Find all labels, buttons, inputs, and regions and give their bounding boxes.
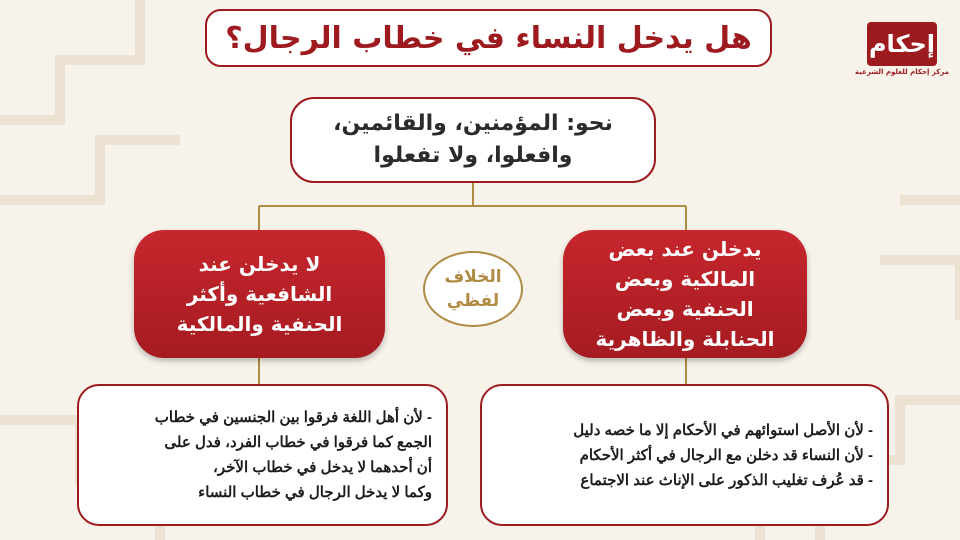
page-title: هل يدخل النساء في خطاب الرجال؟ xyxy=(225,20,752,56)
left-reason-line: وكما لا يدخل الرجال في خطاب النساء xyxy=(198,484,432,501)
question-box xyxy=(290,97,656,183)
right-reasons-box xyxy=(480,384,889,526)
question-line-2: وافعلوا، ولا تفعلوا xyxy=(373,143,573,168)
left-reason-line: الجمع كما فرقوا في خطاب الفرد، فدل على xyxy=(164,434,432,451)
left-opinion-line-3: الحنفية والمالكية xyxy=(176,312,343,336)
right-reason-line: - لأن الأصل استوائهم في الأحكام إلا ما خصه دليل xyxy=(573,421,873,439)
logo-mark: إحكام xyxy=(867,22,937,66)
logo-subtitle: مركز إحكام للعلوم الشرعية xyxy=(855,68,949,76)
right-opinion-line-2: المالكية وبعض xyxy=(614,267,756,291)
logo xyxy=(855,22,949,84)
left-reason-line: - لأن أهل اللغة فرقوا بين الجنسين في خطاب xyxy=(154,409,432,426)
right-reason-line: - قد عُرف تغليب الذكور على الإناث عند الاجتماع xyxy=(580,471,873,489)
left-opinion-pill xyxy=(134,230,385,358)
right-opinion-pill xyxy=(563,230,807,358)
title-box xyxy=(205,9,772,67)
question-line-1: نحو: المؤمنين، والقائمين، xyxy=(333,111,613,136)
left-reason-line: أن أحدهما لا يدخل في خطاب الآخر، xyxy=(213,459,432,476)
left-reasons-box xyxy=(77,384,448,526)
center-line-2: لفظي xyxy=(446,291,500,311)
right-reason-line: - لأن النساء قد دخلن مع الرجال في أكثر الأحكام xyxy=(579,446,873,464)
left-opinion-line-2: الشافعية وأكثر xyxy=(186,282,333,306)
left-opinion-line-1: لا يدخلن عند xyxy=(198,252,321,276)
center-circle xyxy=(423,251,523,327)
right-opinion-line-3: الحنفية وبعض xyxy=(616,297,754,321)
center-line-1: الخلاف xyxy=(444,267,502,287)
right-opinion-line-4: الحنابلة والظاهرية xyxy=(595,327,775,351)
right-opinion-line-1: يدخلن عند بعض xyxy=(608,237,762,261)
